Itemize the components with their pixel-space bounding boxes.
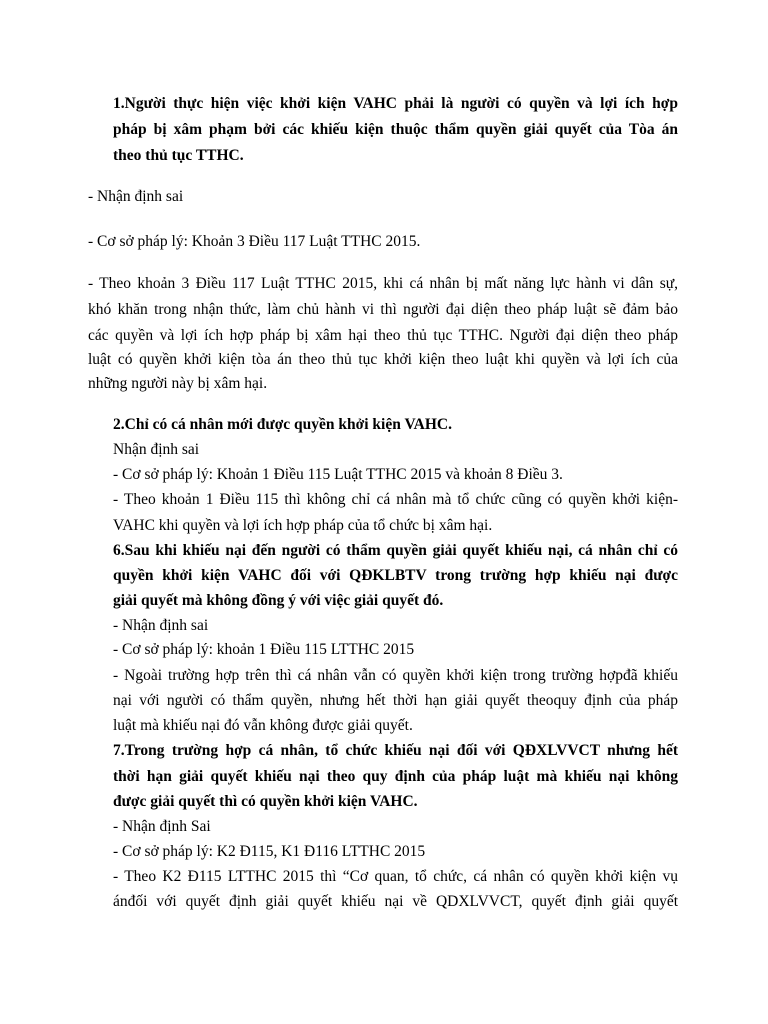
question-7-title-line: 7.Trong trường hợp cá nhân, tổ chức khiếu nại đối với QĐXLVVCT nhưng hết <box>113 742 678 759</box>
question-1-verdict: - Nhận định sai <box>88 188 184 205</box>
question-1-explanation-line: các quyền và lợi ích hợp pháp bị xâm hại theo thủ tục TTHC. Người đại diện theo pháp <box>88 327 678 344</box>
question-6-legal-basis: - Cơ sở pháp lý: khoản 1 Điều 115 LTTHC 2015 <box>113 641 415 658</box>
question-6-explanation-line: luật mà khiếu nại đó vẫn không được giải quyết. <box>113 717 413 734</box>
question-2-explanation-line: - Theo khoản 1 Điều 115 thì không chỉ cá nhân mà tổ chức cũng có quyền khởi kiện- <box>113 491 678 508</box>
question-1-legal-basis: - Cơ sở pháp lý: Khoản 3 Điều 117 Luật TTHC 2015. <box>88 233 421 250</box>
question-1-explanation-line: những người này bị xâm hại. <box>88 375 268 392</box>
question-7-verdict: - Nhận định Sai <box>113 818 211 835</box>
question-6-explanation-line: nại với người có thẩm quyền, nhưng hết thời hạn giải quyết theoquy định của pháp <box>113 692 678 709</box>
question-7-explanation-line: - Theo K2 Đ115 LTTHC 2015 thì “Cơ quan, tổ chức, cá nhân có quyền khởi kiện vụ <box>113 868 678 885</box>
question-1-title-line: pháp bị xâm phạm bởi các khiếu kiện thuộc thẩm quyền giải quyết của Tòa án <box>113 121 678 138</box>
question-2-explanation-line: VAHC khi quyền và lợi ích hợp pháp của tổ chức bị xâm hại. <box>113 517 493 534</box>
question-1-title-line: 1.Người thực hiện việc khởi kiện VAHC phải là người có quyền và lợi ích hợp <box>113 95 678 112</box>
question-6-explanation-line: - Ngoài trường hợp trên thì cá nhân vẫn có quyền khởi kiện trong trường hợpđã khiếu <box>113 667 678 684</box>
question-1-explanation-line: khó khăn trong nhận thức, làm chủ hành vi thì người đại diện theo pháp luật sẽ đảm bảo <box>88 301 678 318</box>
question-1-explanation-line: luật có quyền khởi kiện tòa án theo thủ tục khởi kiện theo luật khi quyền và lợi ích của <box>88 351 678 368</box>
question-6-verdict: - Nhận định sai <box>113 617 209 634</box>
question-2-title: 2.Chỉ có cá nhân mới được quyền khởi kiện VAHC. <box>113 416 452 433</box>
question-2-legal-basis: - Cơ sở pháp lý: Khoản 1 Điều 115 Luật TTHC 2015 và khoản 8 Điều 3. <box>113 466 563 483</box>
question-6-title-line: quyền khởi kiện VAHC đối với QĐKLBTV trong trường hợp khiếu nại được <box>113 567 678 584</box>
question-7-title-line: thời hạn giải quyết khiếu nại theo quy định của pháp luật mà khiếu nại không <box>113 768 678 785</box>
question-6-title-line: giải quyết mà không đồng ý với việc giải quyết đó. <box>113 592 444 609</box>
question-6-title-line: 6.Sau khi khiếu nại đến người có thẩm quyền giải quyết khiếu nại, cá nhân chỉ có <box>113 542 678 559</box>
question-7-legal-basis: - Cơ sở pháp lý: K2 Đ115, K1 Đ116 LTTHC 2015 <box>113 843 426 860</box>
question-2-verdict: Nhận định sai <box>113 441 200 458</box>
question-1-explanation-line: - Theo khoản 3 Điều 117 Luật TTHC 2015, khi cá nhân bị mất năng lực hành vi dân sự, <box>88 275 678 292</box>
question-7-title-line: được giải quyết thì có quyền khởi kiện VAHC. <box>113 793 418 810</box>
question-1-title-line: theo thủ tục TTHC. <box>113 147 244 164</box>
question-7-explanation-line: ánđối với quyết định giải quyết khiếu nại về QDXLVVCT, quyết định giải quyết <box>113 893 678 910</box>
